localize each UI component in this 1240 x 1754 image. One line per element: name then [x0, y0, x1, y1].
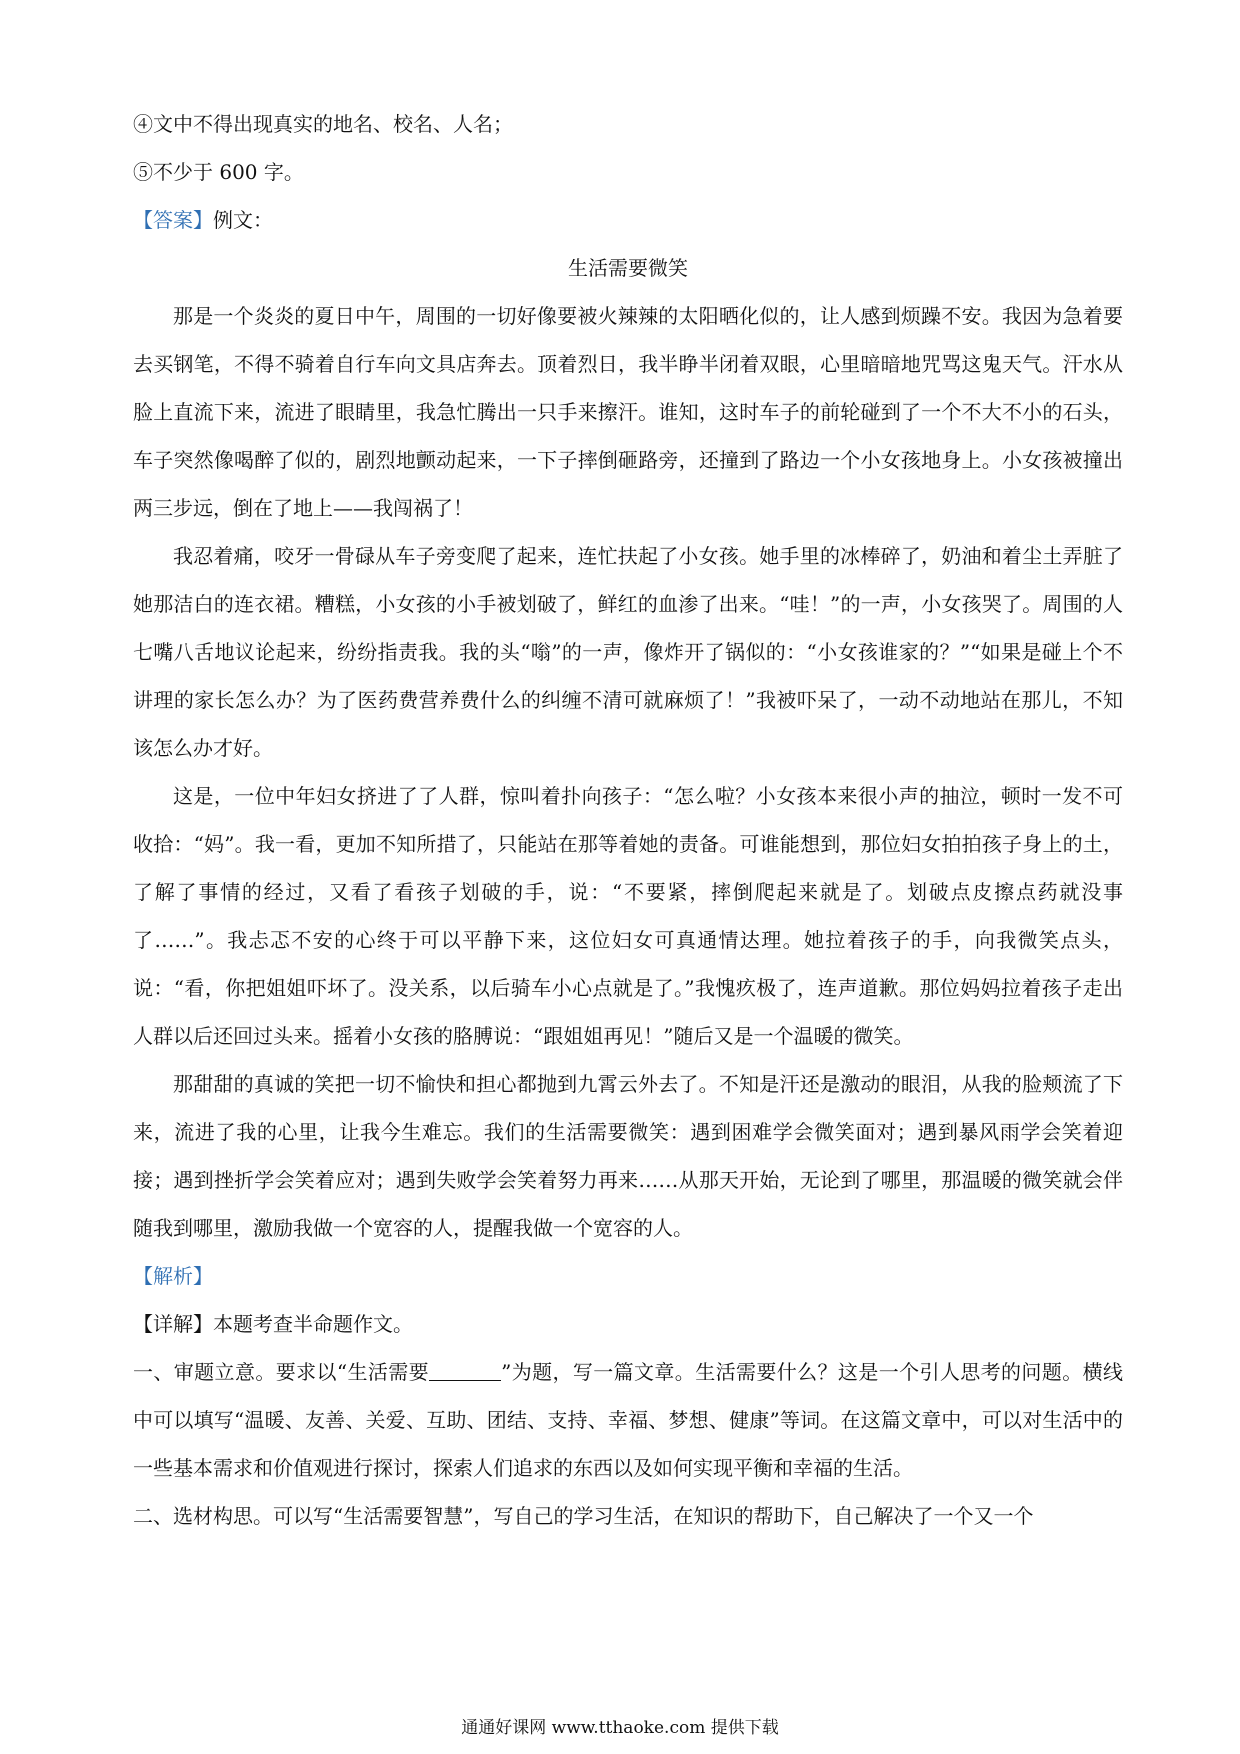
analysis-section-1 — [133, 1348, 1123, 1492]
analysis-detail-line: 【详解】本题考查半命题作文。 — [133, 1312, 413, 1336]
essay-paragraph-4: 那甜甜的真诚的笑把一切不愉快和担心都抛到九霄云外去了。不知是汗还是激动的眼泪，从我的脸颊流了下来，流进了我的心里，让我今生难忘。我们的生活需要微笑：遇到困难学会微笑面对；遇到暴风雨学会笑着迎接；遇到挫折学会笑着应对；遇到失败学会笑着努力再来……从那天开始，无论到了哪里，那温暖的微笑就会伴随我到哪里，激励我做一个宽容的人，提醒我做一个宽容的人。 — [133, 1072, 1123, 1240]
requirement-item-4: ④文中不得出现真实的地名、校名、人名； — [133, 112, 513, 136]
answer-tag: 【答案】 — [133, 208, 213, 232]
fill-in-blank — [429, 1362, 501, 1381]
analysis-tag: 【解析】 — [133, 1264, 213, 1288]
answer-heading — [133, 196, 1123, 244]
section-1-lead: 一、审题立意。要求以“生活需要 — [133, 1360, 430, 1384]
answer-label: 例文： — [213, 208, 273, 232]
page-footer: 通通好课网 www.tthaoke.com 提供下载 — [461, 1718, 779, 1738]
section-1-body: ”为题，写一篇文章。生活需要什么？这是一个引人思考的问题。横线中可以填写“温暖、友善、关爱、互助、团结、支持、幸福、梦想、健康”等词。在这篇文章中，可以对生活中的一些基本需求和价值观进行探讨，探索人们追求的东西以及如何实现平衡和幸福的生活。 — [133, 1360, 1123, 1480]
essay-paragraph-2: 我忍着痛，咬牙一骨碌从车子旁变爬了起来，连忙扶起了小女孩。她手里的冰棒碎了，奶油和着尘土弄脏了她那洁白的连衣裙。糟糕，小女孩的小手被划破了，鲜红的血渗了出来。“哇！”的一声，小女孩哭了。周围的人七嘴八舌地议论起来，纷纷指责我。我的头“嗡”的一声，像炸开了锅似的：“小女孩谁家的？”“如果是碰上个不讲理的家长怎么办？为了医药费营养费什么的纠缠不清可就麻烦了！”我被吓呆了，一动不动地站在那儿，不知该怎么办才好。 — [133, 544, 1123, 760]
essay-title: 生活需要微笑 — [568, 256, 688, 280]
essay-paragraph-3: 这是，一位中年妇女挤进了了人群，惊叫着扑向孩子：“怎么啦？小女孩本来很小声的抽泣，顿时一发不可收拾：“妈”。我一看，更加不知所措了，只能站在那等着她的责备。可谁能想到，那位妇女拍拍孩子身上的土，了解了事情的经过，又看了看孩子划破的手，说：“不要紧，摔倒爬起来就是了。划破点皮擦点药就没事了……”。我忐忑不安的心终于可以平静下来，这位妇女可真通情达理。她拉着孩子的手，向我微笑点头，说：“看，你把姐姐吓坏了。没关系，以后骑车小心点就是了。”我愧疚极了，连声道歉。那位妈妈拉着孩子走出人群以后还回过头来。摇着小女孩的胳膊说：“跟姐姐再见！”随后又是一个温暖的微笑。 — [133, 784, 1123, 1048]
essay-paragraph-1: 那是一个炎炎的夏日中午，周围的一切好像要被火辣辣的太阳晒化似的，让人感到烦躁不安。我因为急着要去买钢笔，不得不骑着自行车向文具店奔去。顶着烈日，我半睁半闭着双眼，心里暗暗地咒骂这鬼天气。汗水从脸上直流下来，流进了眼睛里，我急忙腾出一只手来擦汗。谁知，这时车子的前轮碰到了一个不大不小的石头，车子突然像喝醉了似的，剧烈地颤动起来，一下子摔倒砸路旁，还撞到了路边一个小女孩地身上。小女孩被撞出两三步远，倒在了地上——我闯祸了！ — [133, 304, 1123, 520]
page-content — [133, 100, 1123, 1540]
analysis-heading — [133, 1252, 1123, 1300]
analysis-section-2: 二、选材构思。可以写“生活需要智慧”，写自己的学习生活，在知识的帮助下，自己解决了一个又一个 — [133, 1504, 1034, 1528]
requirement-item-5: ⑤不少于 600 字。 — [133, 160, 304, 184]
